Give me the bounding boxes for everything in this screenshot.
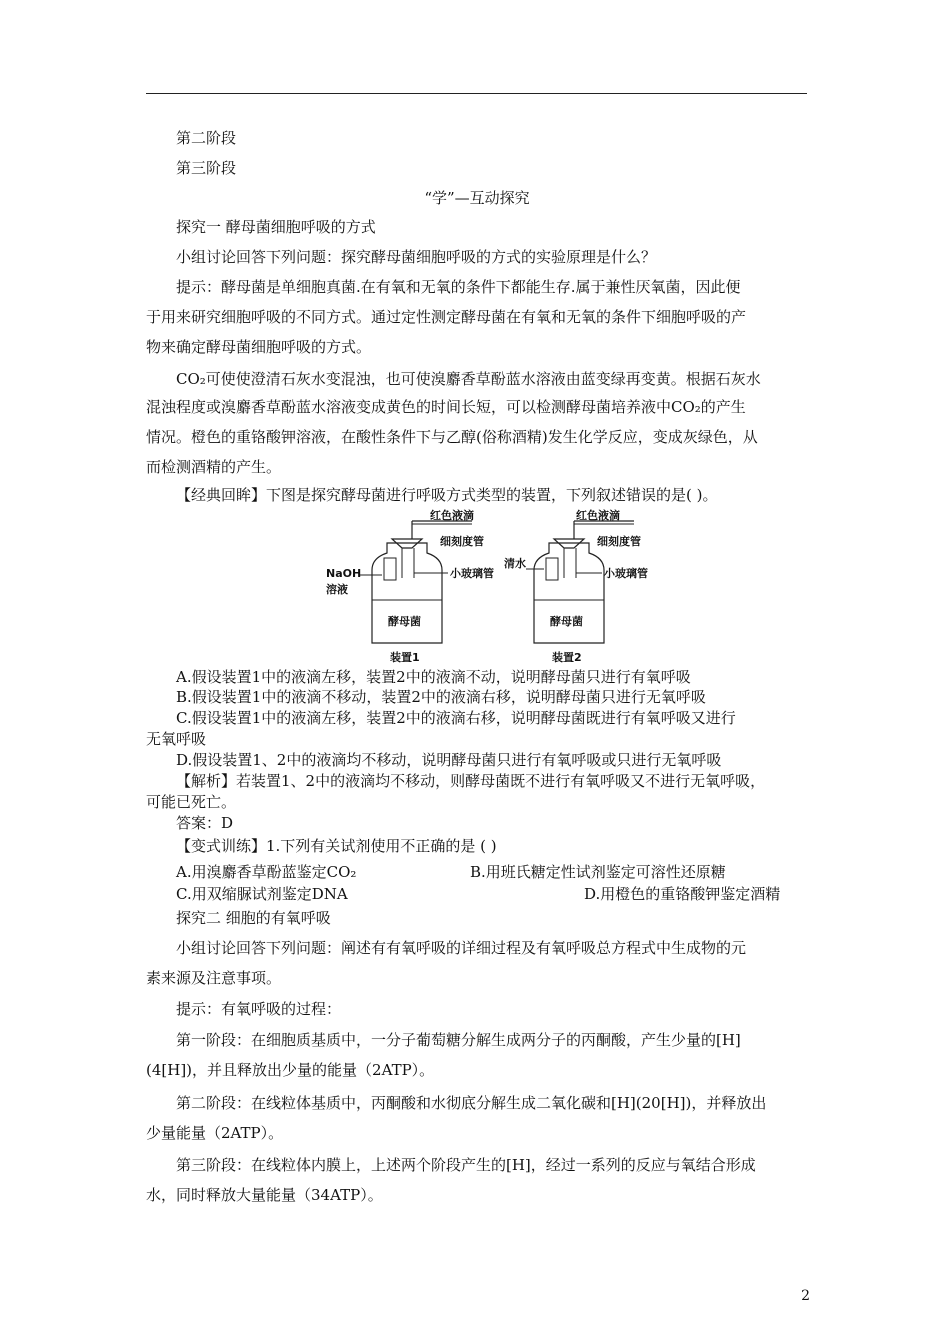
fig-label: 细刻度管 <box>440 535 484 548</box>
option-c-cont: 无氧呼吸 <box>146 730 207 748</box>
variant-option-d: D.用橙色的重铬酸钾鉴定酒精 <box>584 885 781 903</box>
fig-label: 小玻璃管 <box>604 567 648 580</box>
text-line: (4[H])，并且释放出少量的能量（2ATP）。 <box>146 1061 435 1079</box>
device-1 <box>326 508 494 663</box>
text-line: 第三阶段 <box>176 159 237 177</box>
text-line: 混浊程度或溴麝香草酚蓝水溶液变成黄色的时间长短，可以检测酵母菌培养液中CO₂的产生 <box>146 398 746 416</box>
option-c: C.假设装置1中的液滴左移，装置2中的液滴右移，说明酵母菌既进行有氧呼吸又进行 <box>176 709 736 727</box>
page-number: 2 <box>801 1288 810 1304</box>
option-a: A.假设装置1中的液滴左移，装置2中的液滴不动，说明酵母菌只进行有氧呼吸 <box>176 668 691 686</box>
analysis: 【解析】若装置1、2中的液滴均不移动，则酵母菌既不进行有氧呼吸又不进行无氧呼吸， <box>176 772 766 790</box>
text-line: 少量能量（2ATP）。 <box>146 1124 284 1142</box>
fig-label: 酵母菌 <box>388 615 421 628</box>
variant-option-a: A.用溴麝香草酚蓝鉴定CO₂ <box>176 863 357 881</box>
fig-label: NaOH <box>326 567 362 580</box>
text-line: 小组讨论回答下列问题：探究酵母菌细胞呼吸的方式的实验原理是什么？ <box>176 248 657 266</box>
variant-question: 【变式训练】1.下列有关试剂使用不正确的是 ( ) <box>176 837 497 855</box>
text-line: 提示：有氧呼吸的过程： <box>176 1000 342 1018</box>
section-title: “学”—互动探究 <box>424 189 530 207</box>
text-line: 探究二 细胞的有氧呼吸 <box>176 909 331 927</box>
text-line: 情况。橙色的重铬酸钾溶液，在酸性条件下与乙醇(俗称酒精)发生化学反应，变成灰绿色，从 <box>146 428 758 446</box>
device-2 <box>504 508 648 663</box>
text-line: 而检测酒精的产生。 <box>146 458 282 476</box>
text-line: 第二阶段：在线粒体基质中，丙酮酸和水彻底分解生成二氧化碳和[H](20[H])，并释放出 <box>176 1094 767 1112</box>
text-line: 提示：酵母菌是单细胞真菌.在有氧和无氧的条件下都能生存.属于兼性厌氧菌，因此便 <box>176 278 741 296</box>
variant-option-c: C.用双缩脲试剂鉴定DNA <box>176 885 348 903</box>
fig-label: 红色液滴 <box>576 509 620 522</box>
text-line: 第一阶段：在细胞质基质中，一分子葡萄糖分解生成两分子的丙酮酸，产生少量的[H] <box>176 1031 741 1049</box>
text-line: 小组讨论回答下列问题：阐述有有氧呼吸的详细过程及有氧呼吸总方程式中生成物的元 <box>176 939 747 957</box>
question-stem: 【经典回眸】下图是探究酵母菌进行呼吸方式类型的装置，下列叙述错误的是( )。 <box>176 486 718 504</box>
text-line: 物来确定酵母菌细胞呼吸的方式。 <box>146 338 372 356</box>
experiment-figure <box>322 503 662 663</box>
text-line: 于用来研究细胞呼吸的不同方式。通过定性测定酵母菌在有氧和无氧的条件下细胞呼吸的产 <box>146 308 747 326</box>
fig-label: 红色液滴 <box>430 509 474 522</box>
answer: 答案：D <box>176 814 234 832</box>
fig-label: 小玻璃管 <box>450 567 494 580</box>
text-line: 第三阶段：在线粒体内膜上，上述两个阶段产生的[H]，经过一系列的反应与氧结合形成 <box>176 1156 756 1174</box>
text-line: CO₂可使使澄清石灰水变混浊，也可使溴麝香草酚蓝水溶液由蓝变绿再变黄。根据石灰水 <box>176 370 761 388</box>
fig-label: 清水 <box>504 557 526 570</box>
fig-label: 细刻度管 <box>597 535 641 548</box>
header-rule <box>146 93 807 94</box>
option-d: D.假设装置1、2中的液滴均不移动，说明酵母菌只进行有氧呼吸或只进行无氧呼吸 <box>176 751 722 769</box>
fig-label: 装置1 <box>390 651 420 663</box>
variant-option-b: B.用班氏糖定性试剂鉴定可溶性还原糖 <box>470 863 726 881</box>
text-line: 水，同时释放大量能量（34ATP）。 <box>146 1186 383 1204</box>
text-line: 第二阶段 <box>176 129 237 147</box>
fig-label: 酵母菌 <box>550 615 583 628</box>
fig-label: 溶液 <box>326 583 348 596</box>
analysis-cont: 可能已死亡。 <box>146 793 237 811</box>
fig-label: 装置2 <box>552 651 582 663</box>
text-line: 探究一 酵母菌细胞呼吸的方式 <box>176 218 376 236</box>
option-b: B.假设装置1中的液滴不移动，装置2中的液滴右移，说明酵母菌只进行无氧呼吸 <box>176 688 706 706</box>
text-line: 素来源及注意事项。 <box>146 969 282 987</box>
apparatus-diagram <box>322 503 662 663</box>
